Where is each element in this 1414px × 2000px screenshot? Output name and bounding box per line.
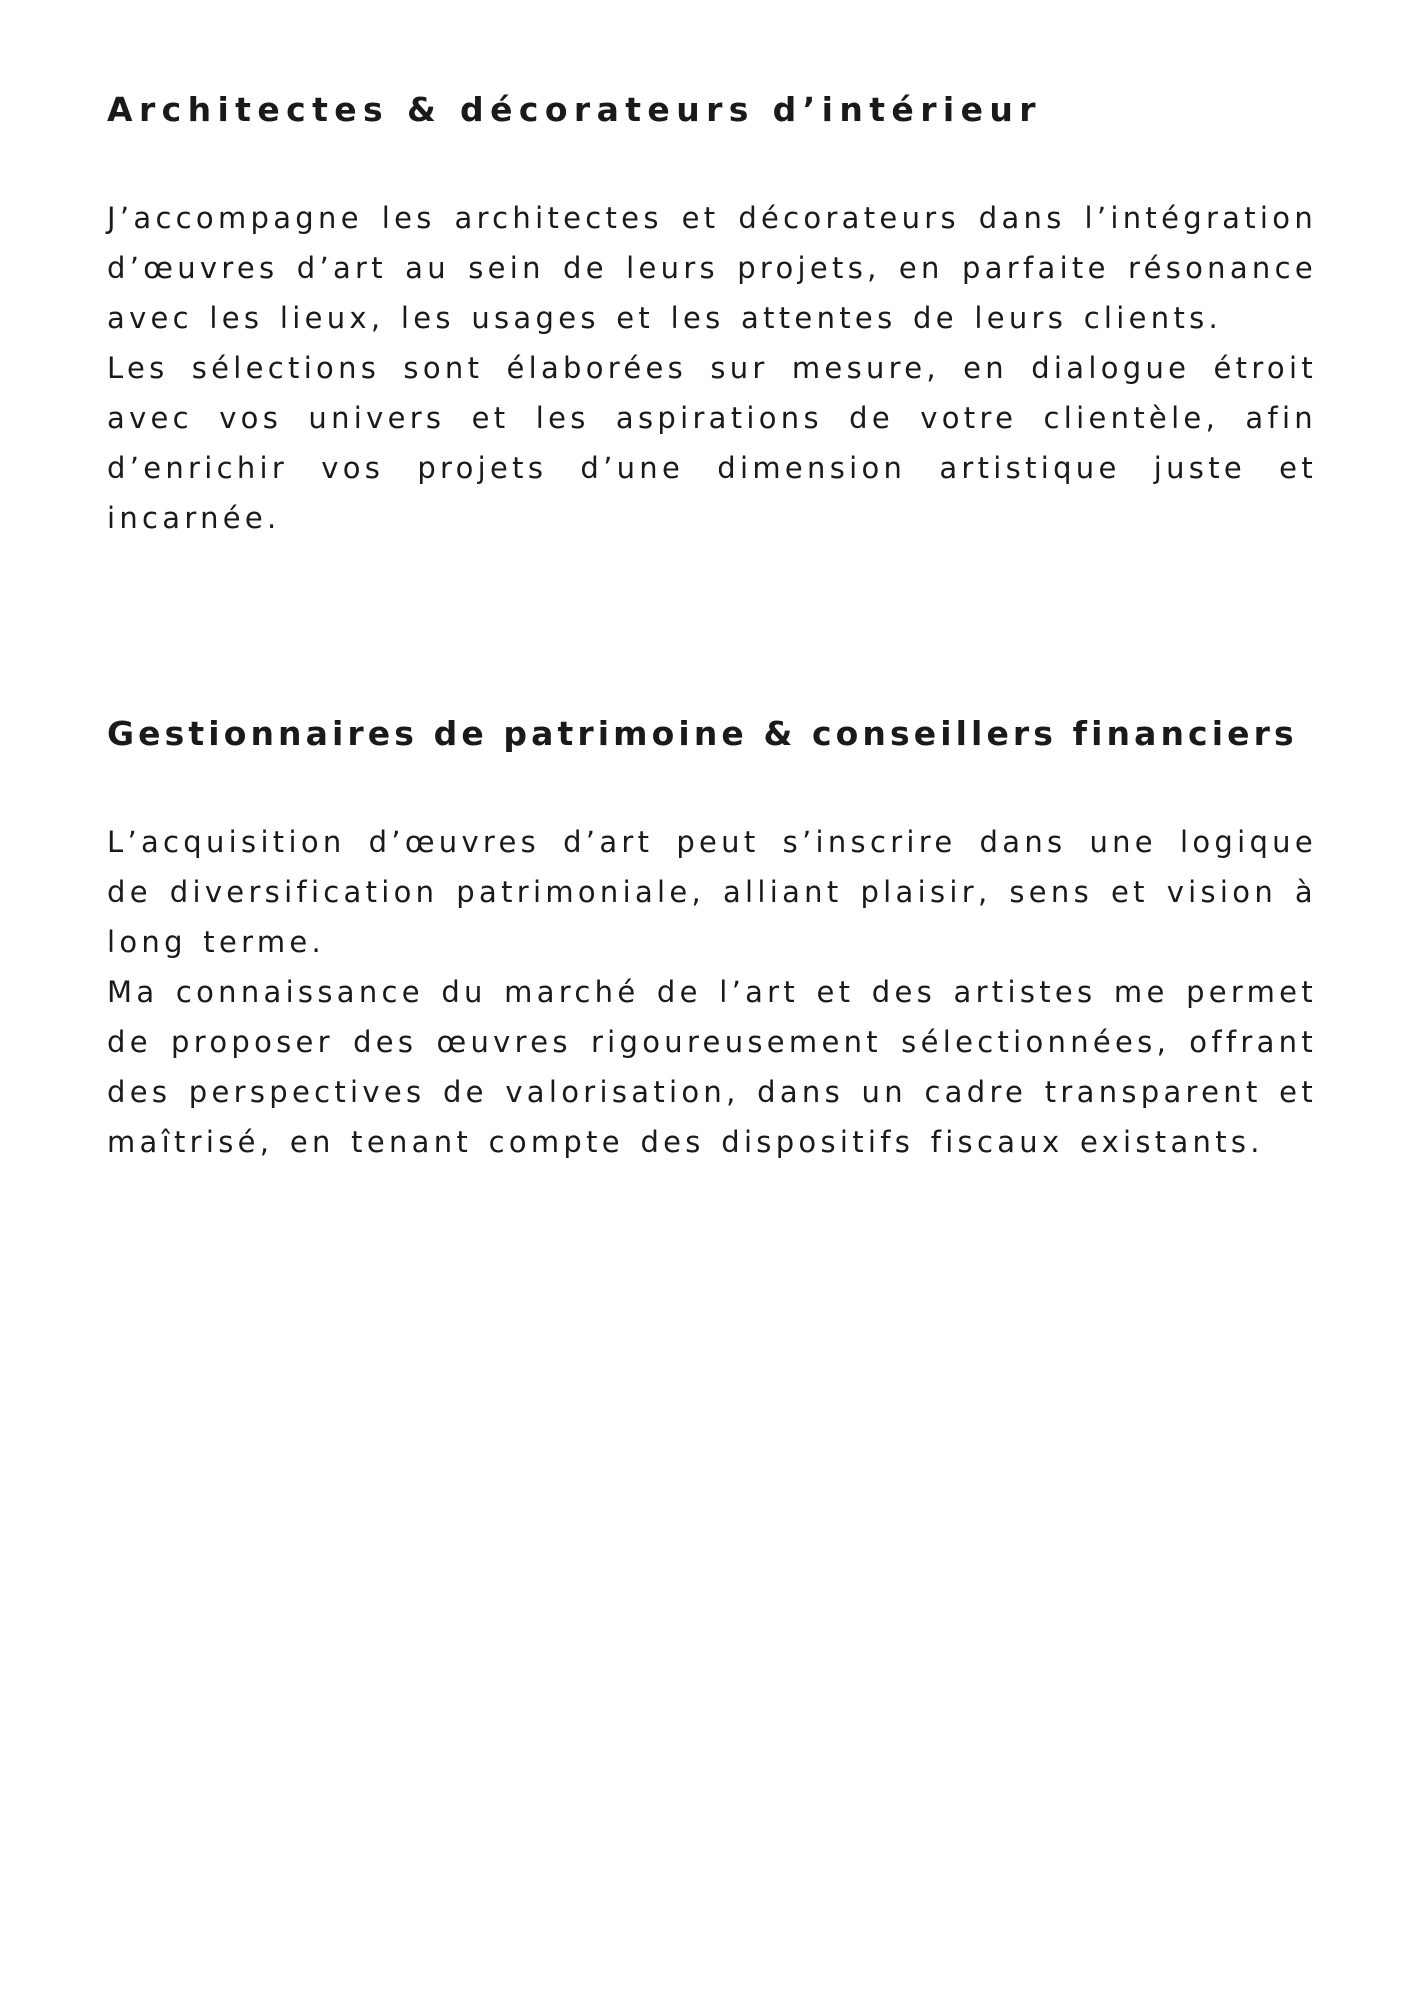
section-body — [107, 817, 1317, 1167]
paragraph: J’accompagne les architectes et décorateurs dans l’intégration d’œuvres d’art au sein de leurs projets, en parfaite résonance avec les lieux, les usages et les attentes de leurs clients. — [107, 201, 1317, 335]
section-body — [107, 193, 1317, 543]
paragraph: Les sélections sont élaborées sur mesure, en dialogue étroit avec vos univers et les aspirations de votre clientèle, afin d’enrichir vos projets d’une dimension artistique juste et incarnée. — [107, 351, 1317, 535]
section-heading: Gestionnaires de patrimoine & conseillers financiers — [107, 714, 1298, 753]
section-architectes — [107, 86, 1317, 543]
section-gestionnaires — [107, 710, 1317, 1167]
paragraph: L’acquisition d’œuvres d’art peut s’inscrire dans une logique de diversification patrimoniale, alliant plaisir, sens et vision à long terme. — [107, 825, 1317, 959]
section-heading: Architectes & décorateurs d’intérieur — [107, 90, 1042, 129]
paragraph: Ma connaissance du marché de l’art et des artistes me permet de proposer des œuvres rigoureusement sélectionnées, offrant des perspectives de valorisation, dans un cadre transparent et maîtrisé, en tenant compte des dispositifs fiscaux existants. — [107, 975, 1317, 1159]
